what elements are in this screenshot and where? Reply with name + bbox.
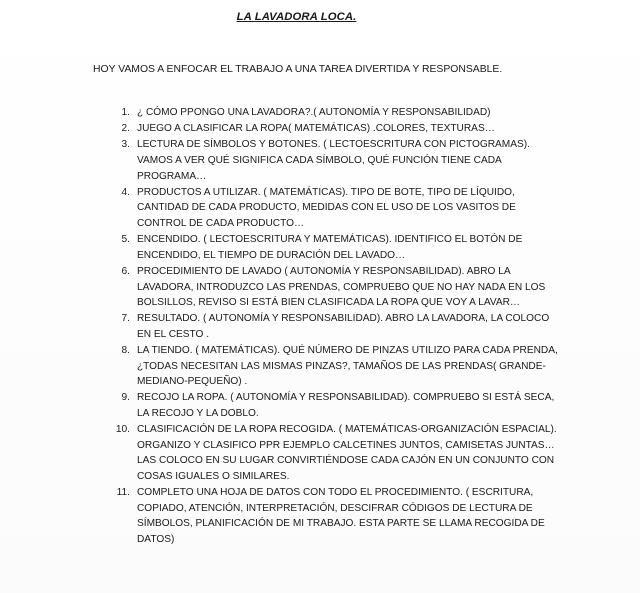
list-item-text: JUEGO A CLASIFICAR LA ROPA( MATEMÁTICAS) .COLORES, TEXTURAS…	[137, 123, 495, 135]
list-item	[104, 185, 558, 232]
list-item	[104, 121, 558, 137]
list-item	[104, 232, 558, 263]
document-title: LA LAVADORA LOCA.	[236, 11, 357, 23]
list-item-text: LA TIENDO. ( MATEMÁTICAS). QUÉ NÚMERO DE PINZAS UTILIZO PARA CADA PRENDA, ¿TODAS NECESITAN LAS MISMAS PINZAS?, TAMAÑOS DE LAS PRENDAS( GRANDE-MEDIANO-PEQUEÑO) .	[137, 345, 558, 388]
list-item	[104, 485, 558, 547]
list-item-number: 9.	[121, 392, 130, 404]
list-item-text: LECTURA DE SÍMBOLOS Y BOTONES. ( LECTOESCRITURA CON PICTOGRAMAS). VAMOS A VER QUÉ SIGNIFICA CADA SÍMBOLO, QUÉ FUNCIÓN TIENE CADA PROGRAMA…	[137, 139, 530, 182]
list-item-text: RECOJO LA ROPA. ( AUTONOMÍA Y RESPONSABILIDAD). COMPRUEBO SI ESTÁ SECA, LA RECOJO Y LA DOBLO.	[137, 392, 555, 420]
list-item-text: COMPLETO UNA HOJA DE DATOS CON TODO EL PROCEDIMIENTO. ( ESCRITURA, COPIADO, ATENCIÓN, INTERPRETACIÓN, DESCIFRAR CÓDIGOS DE LECTURA DE SÍMBOLOS, PLANIFICACIÓN DE MI TRABAJO. ESTA PARTE SE LLAMA RECOGIDA DE DATOS)	[137, 487, 545, 545]
list-item-number: 6.	[121, 265, 130, 277]
list-item-text: RESULTADO. ( AUTONOMÍA Y RESPONSABILIDAD). ABRO LA LAVADORA, LA COLOCO EN EL CESTO .	[137, 313, 550, 340]
intro-paragraph: HOY VAMOS A ENFOCAR EL TRABAJO A UNA TAREA DIVERTIDA Y RESPONSABLE.	[93, 64, 503, 75]
list-item-text: PROCEDIMIENTO DE LAVADO ( AUTONOMÍA Y RESPONSABILIDAD). ABRO LA LAVADORA, INTRODUZCO LAS PRENDAS, COMPRUEBO QUE NO HAY NADA EN LOS BOLSILLOS, REVISO SI ESTÁ BIEN CLASIFICADA LA ROPA QUE VOY A LAVAR…	[137, 265, 546, 309]
list-item-number: 11.	[116, 487, 130, 499]
list-item	[104, 311, 558, 342]
list-item-number: 10.	[115, 424, 130, 436]
activity-list	[104, 105, 558, 548]
list-item-text: CLASIFICACIÓN DE LA ROPA RECOGIDA. ( MATEMÁTICAS-ORGANIZACIÓN ESPACIAL). ORGANIZO Y CLASIFICO PPR EJEMPLO CALCETINES JUNTOS, CAMISETAS JUNTAS…LAS COLOCO EN SU LUGAR CONVIRTIÉNDOSE CADA CAJÓN EN UN CONJUNTO CON COSAS IGUALES O SIMILARES.	[137, 424, 557, 482]
list-item	[104, 390, 558, 421]
list-item	[104, 343, 558, 390]
list-item	[104, 264, 558, 311]
list-item-number: 2.	[121, 123, 130, 135]
list-item-number: 7.	[121, 313, 130, 325]
list-item	[104, 422, 558, 484]
list-item-text: ¿ CÓMO PPONGO UNA LAVADORA?.( AUTONOMÍA Y RESPONSABILIDAD)	[137, 107, 491, 118]
list-item-number: 3.	[121, 139, 130, 151]
list-item-number: 5.	[121, 234, 130, 246]
list-item	[104, 105, 558, 121]
list-item-number: 1.	[121, 107, 130, 118]
list-item-number: 4.	[121, 186, 130, 198]
list-item-number: 8.	[121, 345, 130, 357]
list-item	[104, 137, 558, 184]
list-item-text: PRODUCTOS A UTILIZAR. ( MATEMÁTICAS). TIPO DE BOTE, TIPO DE LÍQUIDO, CANTIDAD DE CADA PRODUCTO, MEDIDAS CON EL USO DE LOS VASITOS DE CONTROL DE CADA PRODUCTO…	[137, 186, 516, 229]
list-item-text: ENCENDIDO. ( LECTOESCRITURA Y MATEMÁTICAS). IDENTIFICO EL BOTÓN DE ENCENDIDO, EL TIEMPO DE DURACIÓN DEL LAVADO…	[137, 234, 523, 261]
